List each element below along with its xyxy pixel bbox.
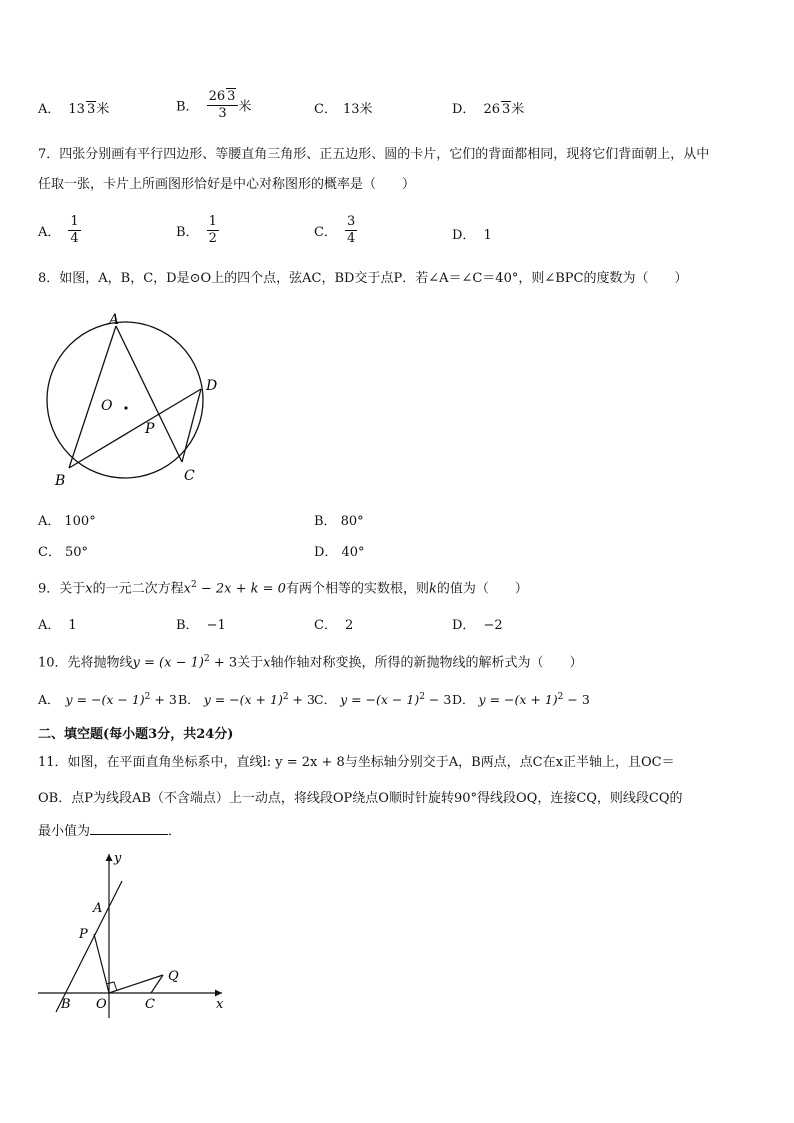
label-q: Q <box>168 969 179 984</box>
label-c: C <box>184 468 195 484</box>
q10-option-b: B． $y = -(x + 1)^2 + 3$ <box>178 691 315 707</box>
center-dot <box>124 406 127 409</box>
q10-option-d: D． $y = -(x + 1)^2 - 3$ <box>452 691 590 707</box>
label-b: B <box>61 997 71 1012</box>
chord-bd <box>69 389 201 468</box>
q11-line2: OB．点P为线段AB（不含端点）上一动点，将线段OP绕点O顺时针旋转90°得线段OQ，连接CQ，则线段CQ的 <box>38 791 683 806</box>
label-p: P <box>79 927 88 942</box>
q9-option-c: C． 2 <box>314 618 354 633</box>
q7-line2: 任取一张，卡片上所画图形恰好是中心对称图形的概率是（ ） <box>38 177 416 192</box>
label-b: B <box>55 473 66 489</box>
q9-option-d: D． −2 <box>452 618 503 633</box>
chord-ac <box>116 326 182 462</box>
q10-option-c: C． $y = -(x - 1)^2 - 3$ <box>314 691 452 707</box>
q8-circle-figure <box>40 305 230 495</box>
label-a: A <box>93 901 103 916</box>
label-o: O <box>101 398 113 414</box>
label-a: A <box>109 312 120 328</box>
q8-option-b: B． 80° <box>314 514 364 529</box>
q6-option-c: C． 13米 <box>314 102 373 117</box>
q7-option-d: D． 1 <box>452 228 492 243</box>
label-x: x <box>216 997 224 1012</box>
q7-option-a: A． $\frac{1}{4}$ <box>38 214 79 246</box>
q10-stem: 10．先将抛物线$y = (x - 1)^2 + 3$关于x轴作轴对称变换，所得的新抛物线的解析式为（ ） <box>38 654 583 671</box>
q8-option-c: C． 50° <box>38 545 88 560</box>
q11-line1: 11．如图，在平面直角坐标系中，直线l: y = 2x + 8与坐标轴分别交于A，B两点，点C在x正半轴上，且OC＝ <box>38 755 675 770</box>
q9-option-b: B． −1 <box>176 618 226 633</box>
q7-option-b: B． $\frac{1}{2}$ <box>176 214 217 246</box>
q6-option-a: A． 13 3米 <box>38 102 110 117</box>
q8-stem: 8．如图，A，B，C，D是⊙O上的四个点，弦AC，BD交于点P．若∠A＝∠C＝40°，则∠BPC的度数为（ ） <box>38 271 688 286</box>
q9-option-a: A． 1 <box>38 618 77 633</box>
q6-option-b: B． $\frac{26 3}{3}$ 米 <box>176 89 252 121</box>
answer-blank[interactable] <box>90 822 168 835</box>
q9-stem: 9．关于x的一元二次方程$x^2 - 2x + k = 0$有两个相等的实数根，则k的值为（ ） <box>38 580 528 597</box>
label-c: C <box>145 997 155 1012</box>
label-y: y <box>114 851 122 866</box>
q8-option-d: D． 40° <box>314 545 365 560</box>
q8-option-a: A． 100° <box>38 514 96 529</box>
label-d: D <box>206 378 218 394</box>
q10-option-a: A． $y = -(x - 1)^2 + 3$ <box>38 691 177 707</box>
q11-coordinate-figure <box>30 848 240 1018</box>
q6-option-d: D． 26 3米 <box>452 102 525 117</box>
q11-line3: 最小值为 ． <box>38 824 182 839</box>
label-o: O <box>96 997 107 1012</box>
label-p: P <box>145 421 155 437</box>
q7-line1: 7．四张分别画有平行四边形、等腰直角三角形、正五边形、圆的卡片，它们的背面都相同，现将它们背面朝上，从中 <box>38 147 710 162</box>
segment-cq <box>151 975 163 993</box>
segment-ab <box>69 326 116 468</box>
q7-option-c: C． $\frac{3}{4}$ <box>314 214 356 246</box>
section-header-fill-in: 二、填空题(每小题3分，共24分) <box>38 727 234 742</box>
